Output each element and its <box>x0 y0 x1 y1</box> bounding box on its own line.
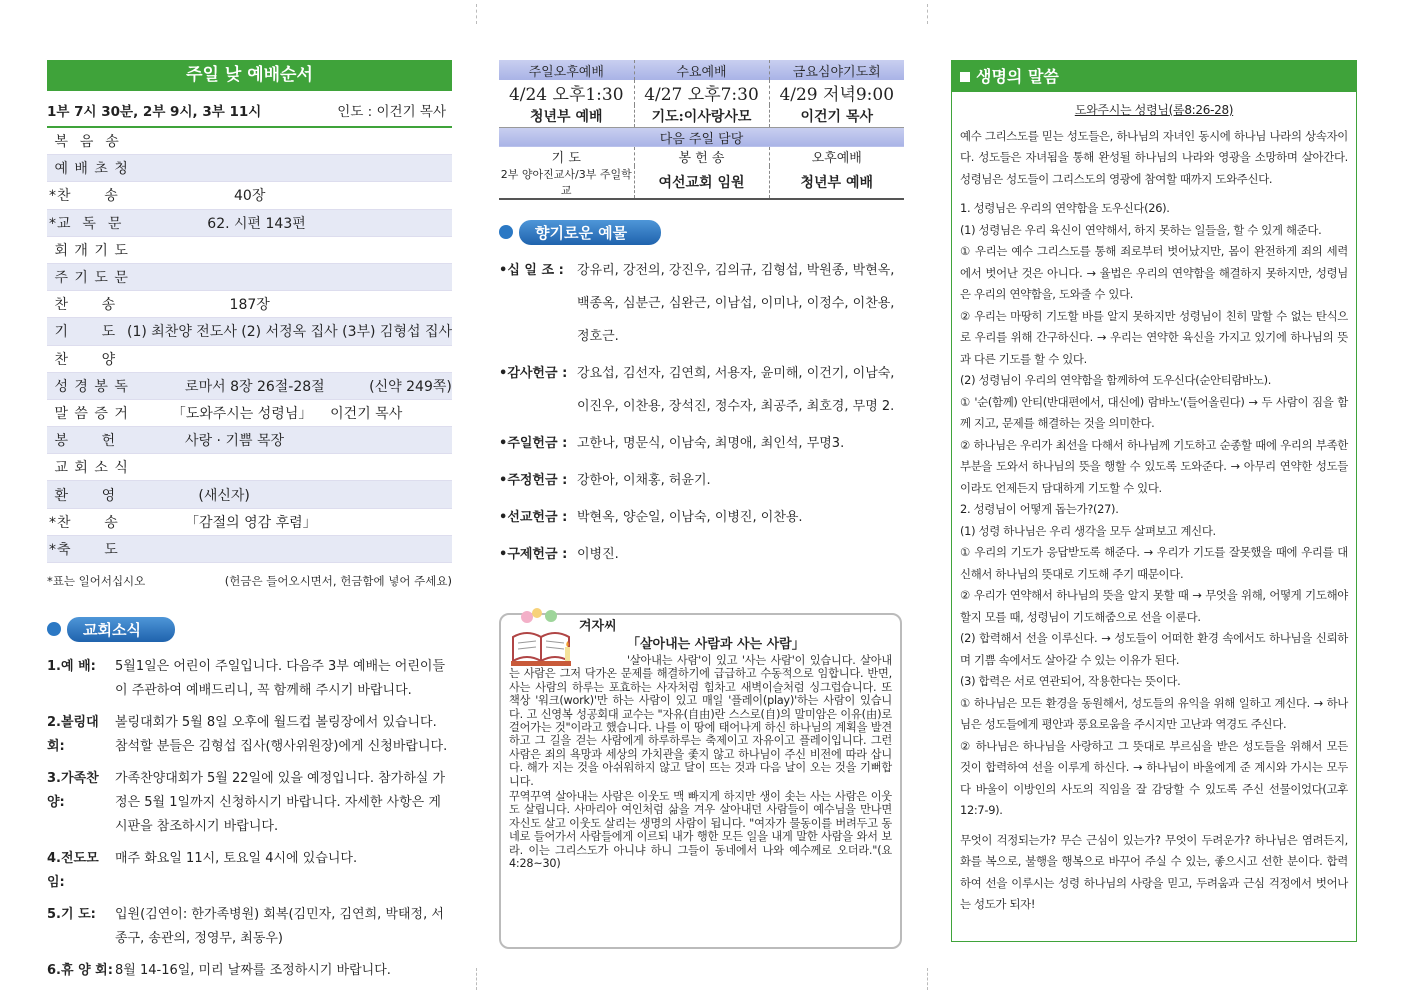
schedule-time: 4/29 저녁9:00 <box>769 80 904 105</box>
offering-names: 고한나, 명문식, 이남숙, 최명애, 최인석, 무명3. <box>577 436 845 451</box>
service-times-text: 1부 7시 30분, 2부 9시, 3부 11시 <box>47 104 262 120</box>
offering-label: • 감사헌금 : <box>499 357 577 423</box>
schedule-time: 4/24 오후1:30 <box>508 85 624 105</box>
order-row <box>47 182 452 209</box>
order-label: 회 개 기 도 <box>49 242 129 259</box>
news-text: 매주 화요일 11시, 토요일 4시에 있습니다. <box>115 851 358 866</box>
news-item <box>47 655 452 703</box>
news-text: 볼링대회가 5월 8일 오후에 월드컵 볼링장에서 있습니다. 참석할 분들은 김형섭 집사(행사위원장)에게 신청바랍니다. <box>115 715 448 754</box>
fold-line-bottom-left <box>476 968 477 990</box>
sermon-closing: 무엇이 걱정되는가? 무슨 근심이 있는가? 무엇이 두려운가? 하나님은 염려든지, 화를 복으로, 불행을 행복으로 바꾸어 주실 수 있는, 좋으시고 선한 분이다. 합력하여 선을 이루시는 성령 하나님의 사랑을 믿고, 두려움과 근심 걱정에서 벗어나는 성도가 되자! <box>960 832 1348 911</box>
offering-label: • 주정헌금 : <box>499 464 577 497</box>
sermon-subtitle: 도와주시는 성령님(롬8:26-28) <box>1074 103 1234 117</box>
offering-names: 강한아, 이채홍, 허윤기. <box>577 473 711 488</box>
fold-line-top-left <box>476 4 477 24</box>
duty-value: 2부 양아진교사/3부 주일학교 <box>499 166 634 199</box>
offering-row <box>499 427 904 460</box>
schedule-leader: 기도:이사랑사모 <box>634 105 769 127</box>
order-content: 「감절의 영감 후렴」 <box>145 514 317 531</box>
order-row <box>47 454 452 481</box>
offering-row <box>499 464 904 497</box>
news-item <box>47 847 452 895</box>
bullet-dot-icon <box>499 225 513 239</box>
sermon-point: (3) 합력은 서로 연관되어, 작용한다는 뜻이다. <box>960 674 1181 688</box>
news-item <box>47 767 452 839</box>
order-content: 로마서 8장 26절-28절 (신약 249쪽) <box>145 378 452 395</box>
order-content: 사랑 · 기쁨 목장 <box>145 433 284 450</box>
news-label: 1.예 배: <box>47 659 96 674</box>
offering-list <box>499 254 904 571</box>
duty-value: 청년부 예배 <box>769 166 904 199</box>
sermon-point: (1) 성령 하나님은 우리 생각을 모두 살펴보고 계신다. <box>960 523 1216 538</box>
offering-title: 향기로운 예물 <box>519 220 661 245</box>
news-label: 5.기 도: <box>47 907 96 922</box>
leader-text: 인도 : 이건기 목사 <box>337 104 446 120</box>
schedule-leader: 이건기 목사 <box>769 105 904 127</box>
bullet-dot-icon <box>47 622 61 636</box>
sermon-point: (2) 성령님이 우리의 연약함을 함께하여 도우신다(순안티람바노). <box>960 373 1272 387</box>
sermon-point: ① 우리는 예수 그리스도를 통해 죄로부터 벗어났지만, 몸이 완전하게 죄의 세력에서 벗어난 것은 아니다. → 율법은 우리의 연약함을 해결하지 못하지만, 성령님은 우리의 연약함을, 도와줄 수 있다. <box>960 244 1348 301</box>
news-item <box>47 903 452 951</box>
offering-names: 강요섭, 김선자, 김연희, 서용자, 윤미해, 이건기, 이남숙, 이진우, 이찬용, 장석진, 정수자, 최공주, 최호경, 무명 2. <box>577 366 895 414</box>
news-label: 6.휴 양 회: <box>47 963 113 978</box>
order-content: (새신자) <box>145 487 250 504</box>
mustard-seed-essay <box>499 613 902 949</box>
order-label: 찬 양 <box>49 351 117 368</box>
order-label: 환 영 <box>49 487 117 504</box>
order-label: *찬 송 <box>49 514 119 531</box>
order-label: *축 도 <box>49 541 119 558</box>
offering-row <box>499 501 904 534</box>
order-label: 봉 헌 <box>49 433 117 450</box>
sermon-point: (1) 성령님은 우리 육신이 연약해서, 하지 못하는 일들을, 할 수 있게 해준다. <box>960 222 1322 237</box>
open-book-icon <box>507 607 575 669</box>
sermon-point: (2) 합력해서 선을 이루신다. → 성도들이 어떠한 환경 속에서도 하나님을 신뢰하며 기쁨 속에서도 살아갈 수 있는 이유가 된다. <box>960 631 1348 667</box>
order-label: 성 경 봉 독 <box>49 378 129 395</box>
schedule-time: 4/27 오후7:30 <box>634 80 769 105</box>
next-week-heading: 다음 주일 담당 <box>499 127 904 147</box>
order-row <box>47 400 452 427</box>
order-row <box>47 291 452 318</box>
sermon-panel <box>951 60 1357 942</box>
offering-row <box>499 357 904 423</box>
schedule-header: 수요예배 <box>634 60 769 80</box>
news-text: 5월1일은 어린이 주일입니다. 다음주 3부 예배는 어린이들이 주관하여 예배드리니, 꼭 함께해 주시기 바랍니다. <box>115 659 446 698</box>
offering-names: 박현옥, 양순일, 이남숙, 이병진, 이찬용. <box>577 510 803 525</box>
square-bullet-icon <box>960 72 970 82</box>
news-title: 교회소식 <box>67 617 175 642</box>
news-item <box>47 711 452 759</box>
duty-header: 오후예배 <box>769 147 904 166</box>
order-label: 기 도 <box>49 324 117 341</box>
essay-paragraph: 꾸역꾸역 살아내는 사람은 이웃도 맥 빠지게 하지만 생이 솟는 사는 사람은 이웃도 살립니다. 사마리아 여인처럼 삶을 겨우 살아내던 사람들이 예수님을 만나면 자신도 살고 이웃도 살리는 생명의 사람이 됩니다. "여자가 물동이를 버려두고 동네로 들어가서 사람들에게 이르되 내가 행한 모든 일을 내게 말한 사람을 와서 보라. 이는 그리스도가 아니냐 하니 그들이 동네에서 나와 예수께로 오더라."(요 4:28~30) <box>509 790 892 871</box>
news-text: 8월 14-16일, 미리 날짜를 조정하시기 바랍니다. <box>115 963 391 978</box>
order-label: 교 회 소 식 <box>49 460 129 477</box>
order-row <box>47 536 452 563</box>
order-content: 187장 <box>145 297 270 314</box>
worship-order-title: 주일 낮 예배순서 <box>47 60 452 91</box>
order-row <box>47 237 452 264</box>
schedule-table <box>499 60 904 200</box>
order-content: 40장 <box>145 188 266 205</box>
sermon-point: ① '순(함께) 안티(반대편에서, 대신에) 람바노'(들어올린다) → 두 사람이 짐을 함께 지고, 문제를 해결하는 것을 의미한다. <box>960 394 1348 430</box>
duty-header: 기 도 <box>551 151 581 166</box>
sermon-body <box>952 92 1356 916</box>
order-row <box>47 427 452 454</box>
news-heading <box>47 617 452 641</box>
order-row <box>47 128 452 155</box>
sermon-title: 생명의 말씀 <box>976 67 1059 86</box>
sermon-point: ① 하나님은 모든 환경을 동원해서, 성도들의 유익을 위해 일하고 계신다. → 하나님은 성도들에게 평안과 풍요로움을 주시지만 고난과 역경도 주신다. <box>960 695 1348 731</box>
schedule-header: 금요심야기도회 <box>769 60 904 80</box>
duty-header: 봉 헌 송 <box>634 147 769 166</box>
offering-label: • 선교헌금 : <box>499 501 577 534</box>
offering-row <box>499 538 904 571</box>
order-content: (1) 최찬양 전도사 (2) 서정옥 집사 (3부) 김형섭 집사 <box>126 324 452 341</box>
order-label: *교 독 문 <box>49 215 123 232</box>
order-row <box>47 155 452 182</box>
fold-line-top-right <box>927 4 928 24</box>
offering-names: 강유리, 강전의, 강진우, 김의규, 김형섭, 박원종, 박현옥, 백종옥, 심분근, 심완근, 이남섭, 이미나, 이정수, 이찬용, 정호근. <box>577 263 895 344</box>
order-row <box>47 373 452 400</box>
schedule-header: 주일오후예배 <box>499 60 634 80</box>
news-text: 가족찬양대회가 5월 22일에 있을 예정입니다. 참가하실 가정은 5월 1일까지 신청하시기 바랍니다. 자세한 사항은 게시판을 참조하시기 바랍니다. <box>115 771 446 834</box>
offering-names: 이병진. <box>577 547 619 562</box>
schedule-offering-panel <box>499 60 904 871</box>
schedule-leader: 청년부 예배 <box>499 105 634 127</box>
news-item <box>47 959 452 983</box>
sermon-point: ② 우리는 마땅히 기도할 바를 알지 못하지만 성령님이 친히 말할 수 없는 탄식으로 우리를 위해 간구하신다. → 우리는 연약한 육신을 가지고 있기에 하나님의 뜻과 다른 기도를 할 수 있다. <box>960 308 1348 366</box>
order-row <box>47 264 452 291</box>
offering-row <box>499 254 904 353</box>
order-label: 예 배 초 청 <box>49 161 129 178</box>
sermon-point: ② 하나님은 우리가 최선을 다해서 하나님께 기도하고 순종할 때에 우리의 부족한 부분을 도와서 하나님의 뜻을 행할 수 있도록 도와준다. → 아무리 연약한 성도들이라도 언제든지 담대하게 기도할 수 있다. <box>960 437 1348 495</box>
order-list <box>47 128 452 563</box>
news-label: 2.볼링대회: <box>47 715 99 754</box>
offering-label: • 구제헌금 : <box>499 538 577 571</box>
order-label: 말 씀 증 거 <box>49 405 129 422</box>
news-label: 4.전도모임: <box>47 851 99 890</box>
sermon-point: 1. 성령님은 우리의 연약함을 도우신다(26). <box>960 201 1170 215</box>
offering-heading <box>499 220 904 244</box>
order-label: *찬 송 <box>49 188 119 205</box>
sermon-point: ① 우리의 기도가 응답받도록 해준다. → 우리가 기도를 잘못했을 때에 우리를 대신해서 하나님의 뜻대로 기도해 주기 때문이다. <box>960 545 1348 581</box>
service-times <box>47 91 452 128</box>
footnote-standing: *표는 일어서십시오 <box>47 574 146 588</box>
sermon-point: ② 우리가 연약해서 하나님의 뜻을 알지 못할 때 → 무엇을 위해, 어떻게 기도해야 할지 모를 때, 성령님이 기도해줌으로 선을 이룬다. <box>960 588 1348 624</box>
offering-label: • 주일헌금 : <box>499 427 577 460</box>
footnote <box>47 573 452 589</box>
order-row <box>47 346 452 373</box>
order-label: 주 기 도 문 <box>49 270 129 287</box>
sermon-point: 2. 성령님이 어떻게 돕는가?(27). <box>960 502 1119 516</box>
order-row <box>47 509 452 536</box>
duty-value: 여선교회 임원 <box>634 166 769 199</box>
order-row <box>47 318 452 345</box>
order-content: 62. 시편 143편 <box>145 215 306 232</box>
fold-line-bottom-right <box>927 968 928 990</box>
sermon-paragraph: 예수 그리스도를 믿는 성도들은, 하나님의 자녀인 동시에 하나님 나라의 상속자이다. 성도들은 자녀됨을 통해 완성될 하나님의 나라와 영광을 소망하며 살아간다. 성령님은 성도들이 그리스도의 영광에 참여할 때까지 도와주신다. <box>960 128 1348 186</box>
essay-title: 「살아내는 사람과 사는 사람」 <box>627 637 805 652</box>
essay-paragraph: '살아내는 사람'이 있고 '사는 사람'이 있습니다. 살아내는 사람은 그저 닥가온 문제를 해결하기에 급급하고 수동적으로 임합니다. 반면, 사는 사람의 하루는 포효하는 사자처럼 힘차고 새벽이슬처럼 싱그럽습니다. 또 책상 '워크(work)'만 하는 사람이 있고 매일 '플레이(play)'하는 사람이 있습니다. 고 신영복 성공회대 교수는 "자유(自由)란 스스로(自)의 말미암은 이유(由)로 걸어가는 것"이라고 했습니다. 나를 이 땅에 태어나게 하신 하나님의 계획을 발견하고 그 길을 걷는 사람에게 하루하루는 축제이고 자유이고 플레이입니다. 그런 사람은 죄의 욕망과 세상의 가치관을 좇지 않고 하나님이 주신 비전에 따라 삽니다. 해가 지는 것을 아쉬워하지 않고 달이 뜨는 것과 다음 날이 오는 것을 기뻐합니다. <box>509 654 892 788</box>
order-label: 찬 송 <box>49 297 117 314</box>
news-list <box>47 655 452 983</box>
offering-label: • 십 일 조 : <box>499 254 577 353</box>
order-row <box>47 210 452 237</box>
worship-order-panel <box>47 60 452 991</box>
essay-writer: 겨자씨 <box>579 619 617 634</box>
news-label: 3.가족찬양: <box>47 771 99 810</box>
order-row <box>47 481 452 508</box>
news-text: 입원(김연이: 한가족병원) 회복(김민자, 김연희, 박태정, 서종구, 송관의, 정영무, 최동우) <box>115 907 444 946</box>
order-content: 「도와주시는 성령님」 이건기 목사 <box>145 405 403 422</box>
order-label: 복 음 송 <box>49 134 120 151</box>
sermon-header <box>952 61 1356 92</box>
sermon-point: ② 하나님은 하나님을 사랑하고 그 뜻대로 부르심을 받은 성도들을 위해서 모든 것이 합력하여 선을 이루게 하신다. → 하나님이 바울에게 준 계시와 가시는 모두 다 바울이 이방인의 사도의 직임을 잘 감당할 수 있도록 주신 선물이었다(고후12:7-9). <box>960 738 1348 817</box>
footnote-offering: (헌금은 들어오시면서, 헌금함에 넣어 주세요) <box>224 574 452 588</box>
